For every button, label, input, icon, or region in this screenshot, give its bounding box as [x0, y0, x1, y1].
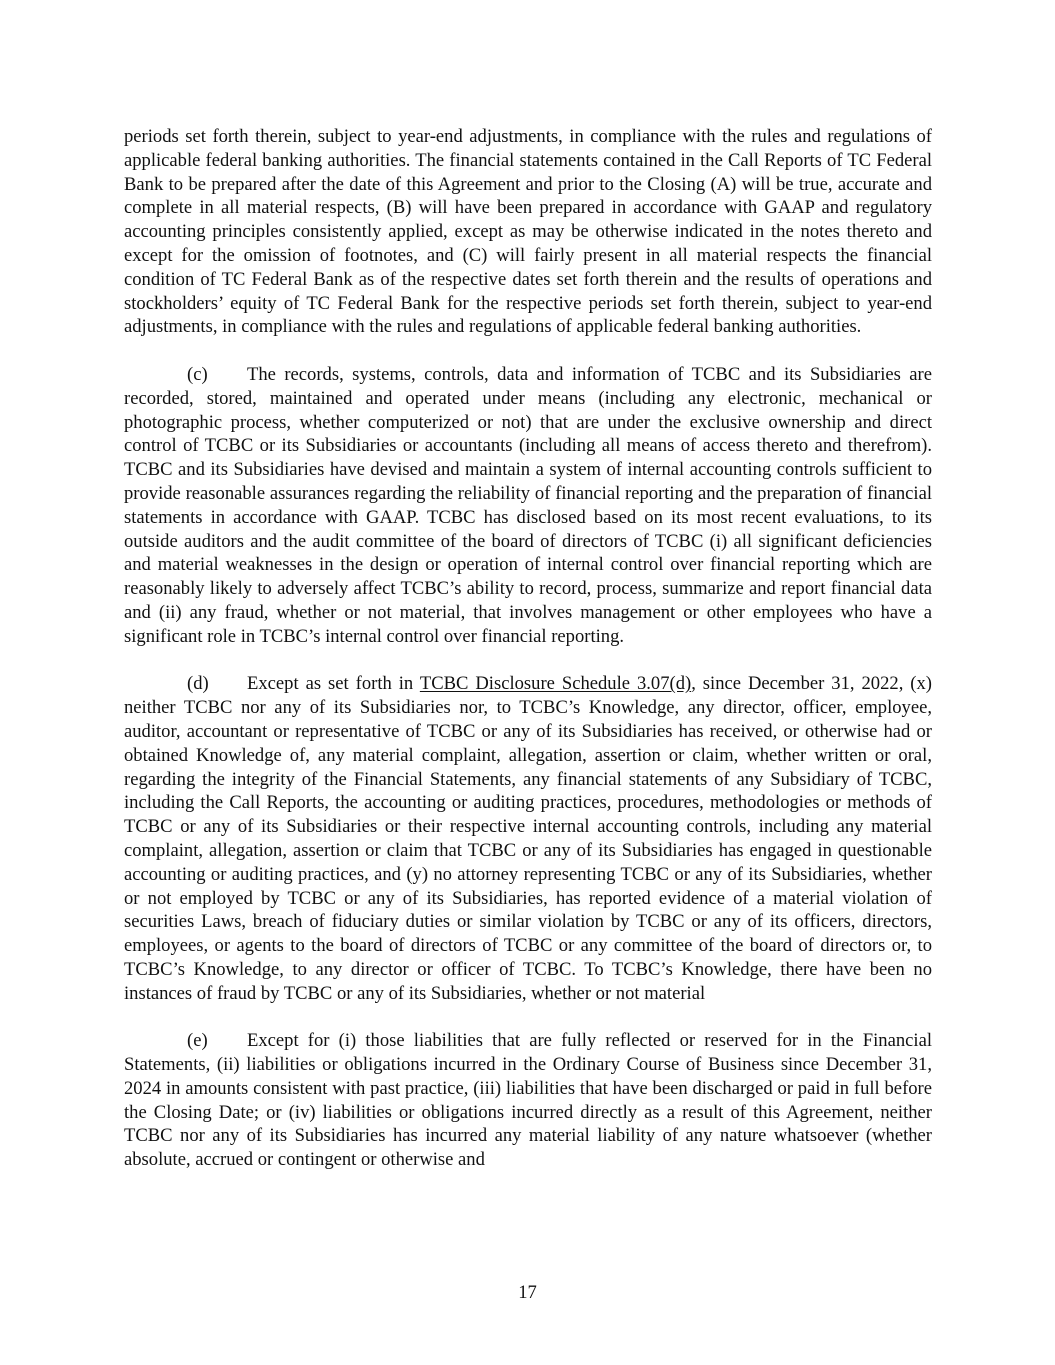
- paragraph-e: [124, 1029, 932, 1172]
- page-number: 17: [518, 1282, 537, 1303]
- paragraph-label: (e): [187, 1030, 208, 1052]
- paragraph-text: periods set forth therein, subject to year-end adjustments, in compliance with the rules and regulations of applicable federal banking authorities. The financial statements contained in the Call Reports of TC Federal Bank to be prepared after the date of this Agreement and prior to the Closing (A) will be true, accurate and complete in all material respects, (B) will have been prepared in accordance with GAAP and regulatory accounting principles consistently applied, except as may be otherwise indicated in the notes thereto and except for the omission of footnotes, and (C) will fairly present in all material respects the financial condition of TC Federal Bank as of the respective dates set forth therein and the results of operations and stockholders’ equity of TC Federal Bank for the respective periods set forth therein, subject to year-end adjustments, in compliance with the rules and regulations of applicable federal banking authorities.: [124, 126, 932, 338]
- paragraph-label: (d): [187, 673, 209, 695]
- paragraph-d: [124, 672, 932, 1005]
- paragraph-text: The records, systems, controls, data and information of TCBC and its Subsidiaries are recorded, stored, maintained and operated under means (including any electronic, mechanical or photographic process, whether computerized or not) that are under the exclusive ownership and direct control of TCBC or its Subsidiaries or accountants (including all means of access thereto and therefrom). TCBC and its Subsidiaries have devised and maintain a system of internal accounting controls sufficient to provide reasonable assurances regarding the reliability of financial reporting and the preparation of financial statements in accordance with GAAP. TCBC has disclosed based on its most recent evaluations, to its outside auditors and the audit committee of the board of directors of TCBC (i) all significant deficiencies and material weaknesses in the design or operation of internal control over financial reporting which are reasonably likely to adversely affect TCBC’s ability to record, process, summarize and report financial data and (ii) any fraud, whether or not material, that involves management or other employees who have a significant role in TCBC’s internal control over financial reporting.: [124, 363, 932, 647]
- disclosure-schedule-reference: TCBC Disclosure Schedule 3.07(d): [419, 673, 692, 695]
- paragraph-text: , since December 31, 2022, (x) neither TCBC nor any of its Subsidiaries nor, to TCBC’s Knowledge, any director, officer, employee, auditor, accountant or representative of TCBC or any of its Subsidiaries has received, or otherwise had or obtained Knowledge of, any material complaint, allegation, assertion or claim, whether written or oral, regarding the integrity of the Financial Statements, any financial statements of any Subsidiary of TCBC, including the Call Reports, the accounting or auditing practices, procedures, methodologies or methods of TCBC or any of its Subsidiaries or their respective internal accounting controls, including any material complaint, allegation, assertion or claim that TCBC or any of its Subsidiaries has engaged in questionable accounting or auditing practices, and (y) no attorney representing TCBC or any of its Subsidiaries, whether or not employed by TCBC or any of its Subsidiaries, has reported evidence of a material violation of securities Laws, breach of fiduciary duties or similar violation by TCBC or any of its officers, directors, employees, or agents to the board of directors of TCBC or any committee of the board of directors or, to TCBC’s Knowledge, to any director or officer of TCBC. To TCBC’s Knowledge, there have been no instances of fraud by TCBC or any of its Subsidiaries, whether or not material: [124, 673, 932, 1004]
- paragraph-c: [124, 363, 932, 649]
- paragraph-text: Except as set forth in: [247, 673, 420, 695]
- document-body: [124, 125, 932, 1196]
- paragraph-continuation: [124, 125, 932, 339]
- paragraph-text: Except for (i) those liabilities that are fully reflected or reserved for in the Financial Statements, (ii) liabilities or obligations incurred in the Ordinary Course of Business since December 31, 2024 in amounts consistent with past practice, (iii) liabilities that have been discharged or paid in full before the Closing Date; or (iv) liabilities or obligations incurred directly as a result of this Agreement, neither TCBC nor any of its Subsidiaries has incurred any material liability of any nature whatsoever (whether absolute, accrued or contingent or otherwise and: [124, 1030, 932, 1171]
- paragraph-label: (c): [187, 363, 208, 385]
